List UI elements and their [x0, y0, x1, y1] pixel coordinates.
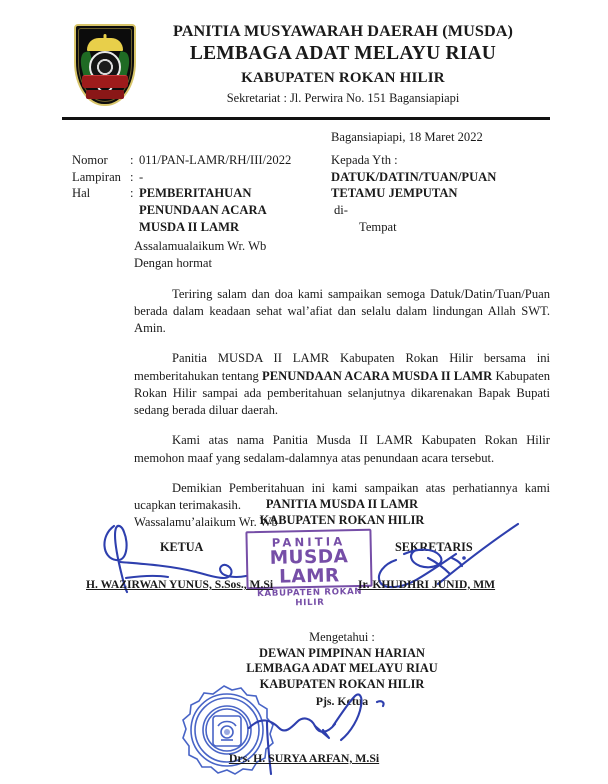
- org-line-3: KABUPATEN ROKAN HILIR: [241, 69, 445, 86]
- hal-label: Hal: [72, 186, 91, 201]
- letterhead-text: [136, 22, 550, 105]
- recipient-line-4: di-: [334, 203, 348, 218]
- approval-line-3: KABUPATEN ROKAN HILIR: [259, 676, 425, 691]
- hal-value-line-1: PEMBERITAHUAN: [139, 186, 252, 201]
- signatory-name-ketua: H. WAZIRWAN YUNUS, S.Sos., M.Si: [86, 578, 274, 591]
- signature-heading-line-2: KABUPATEN ROKAN HILIR: [259, 512, 425, 527]
- paragraph-2-part-a: Panitia MUSDA II LAMR Kabupaten Rokan Hilir bersama ini memberitahukan tentang: [134, 351, 550, 383]
- paragraph-2: [134, 350, 550, 419]
- stamp-line-1: PANITIA: [271, 534, 346, 550]
- org-address: Sekretariat : Jl. Perwira No. 151 Bagansiapiapi: [226, 90, 460, 105]
- banner-upper: [82, 75, 128, 88]
- nomor-colon: :: [130, 153, 134, 167]
- org-line-2: LEMBAGA ADAT MELAYU RIAU: [189, 43, 497, 65]
- paragraph-4: Demikian Pemberitahuan ini kami sampaikan atas perhatiannya kami ucapkan terimakasih.: [134, 480, 550, 512]
- meta-row-lampiran: [72, 169, 291, 186]
- signature-heading-line-1: PANITIA MUSDA II LAMR: [265, 497, 419, 511]
- approval-heading: [134, 630, 550, 708]
- lampiran-colon: :: [130, 169, 134, 184]
- recipient-line-2: DATUK/DATIN/TUAN/PUAN: [331, 169, 497, 184]
- approval-line-2: LEMBAGA ADAT MELAYU RIAU: [246, 661, 438, 676]
- lampiran-value: -: [139, 169, 144, 184]
- signatory-role-ketua: KETUA: [160, 540, 204, 554]
- paragraph-2-part-b: Kabupaten Rokan Hilir sampai ada pemberitahuan selanjutnya dikarenakan Bapak Bupati sedang berada diluar daerah.: [134, 368, 550, 417]
- org-line-1: PANITIA MUSYAWARAH DAERAH (MUSDA): [172, 22, 514, 40]
- paragraph-2-emphasis: PENUNDAAN ACARA MUSDA II LAMR: [262, 368, 493, 383]
- hal-value-line-2: PENUNDAAN ACARA: [139, 203, 267, 218]
- approval-line-1: DEWAN PIMPINAN HARIAN: [259, 645, 425, 660]
- approval-label: Mengetahui :: [309, 630, 375, 644]
- paragraph-3: Kami atas nama Panitia Musda II LAMR Kabupaten Rokan Hilir memohon maaf yang sedalam-dalamnya atas penundaan acara tersebut.: [134, 433, 550, 465]
- letter-body: [134, 238, 550, 532]
- nomor-label: Nomor: [72, 153, 108, 167]
- umbrella-icon: [87, 38, 123, 51]
- greeting-line-2: Dengan hormat: [134, 256, 212, 271]
- lamr-shield-logo: [74, 24, 136, 106]
- lampiran-label: Lampiran: [72, 169, 121, 184]
- approval-signatory-name: Drs. H. SURYA ARFAN, M.Si: [228, 751, 380, 765]
- paragraph-1: Teriring salam dan doa kami sampaikan semoga Datuk/Datin/Tuan/Puan berada dalam keadaan sehat wal’afiat dan selalu dalam lindungan Allah SWT. Amin.: [134, 286, 550, 335]
- recipient-block: [331, 152, 496, 236]
- meta-row-nomor: [72, 152, 291, 169]
- stamp-line-3: KABUPATEN ROKAN HILIR: [257, 586, 363, 609]
- date-line: Bagansiapiapi, 18 Maret 2022: [331, 130, 483, 144]
- signature-heading: [134, 497, 550, 528]
- letterhead: [0, 22, 608, 114]
- closing-line: Wassalamu’alaikum Wr. Wb: [134, 515, 278, 530]
- letter-meta: [72, 152, 291, 236]
- approval-role: Pjs. Ketua: [315, 693, 369, 708]
- stamp-line-2: MUSDA LAMR: [269, 546, 349, 588]
- meta-row-hal: [72, 185, 291, 202]
- banner-lower: [86, 90, 124, 99]
- recipient-line-5: Tempat: [359, 219, 397, 234]
- header-divider: [62, 117, 550, 120]
- hal-colon: :: [130, 186, 134, 201]
- recipient-line-1: Kepada Yth :: [331, 153, 398, 167]
- recipient-line-3: TETAMU JEMPUTAN: [331, 186, 458, 201]
- signatory-role-sekretaris: SEKRETARIS: [395, 540, 473, 554]
- hal-value-line-3: MUSDA II LAMR: [139, 219, 240, 234]
- nomor-value: 011/PAN-LAMR/RH/III/2022: [139, 153, 292, 167]
- signatory-name-sekretaris: Ir. KHUDHRI JUNID, MM: [358, 578, 496, 591]
- greeting-line-1: Assalamualaikum Wr. Wb: [134, 239, 267, 253]
